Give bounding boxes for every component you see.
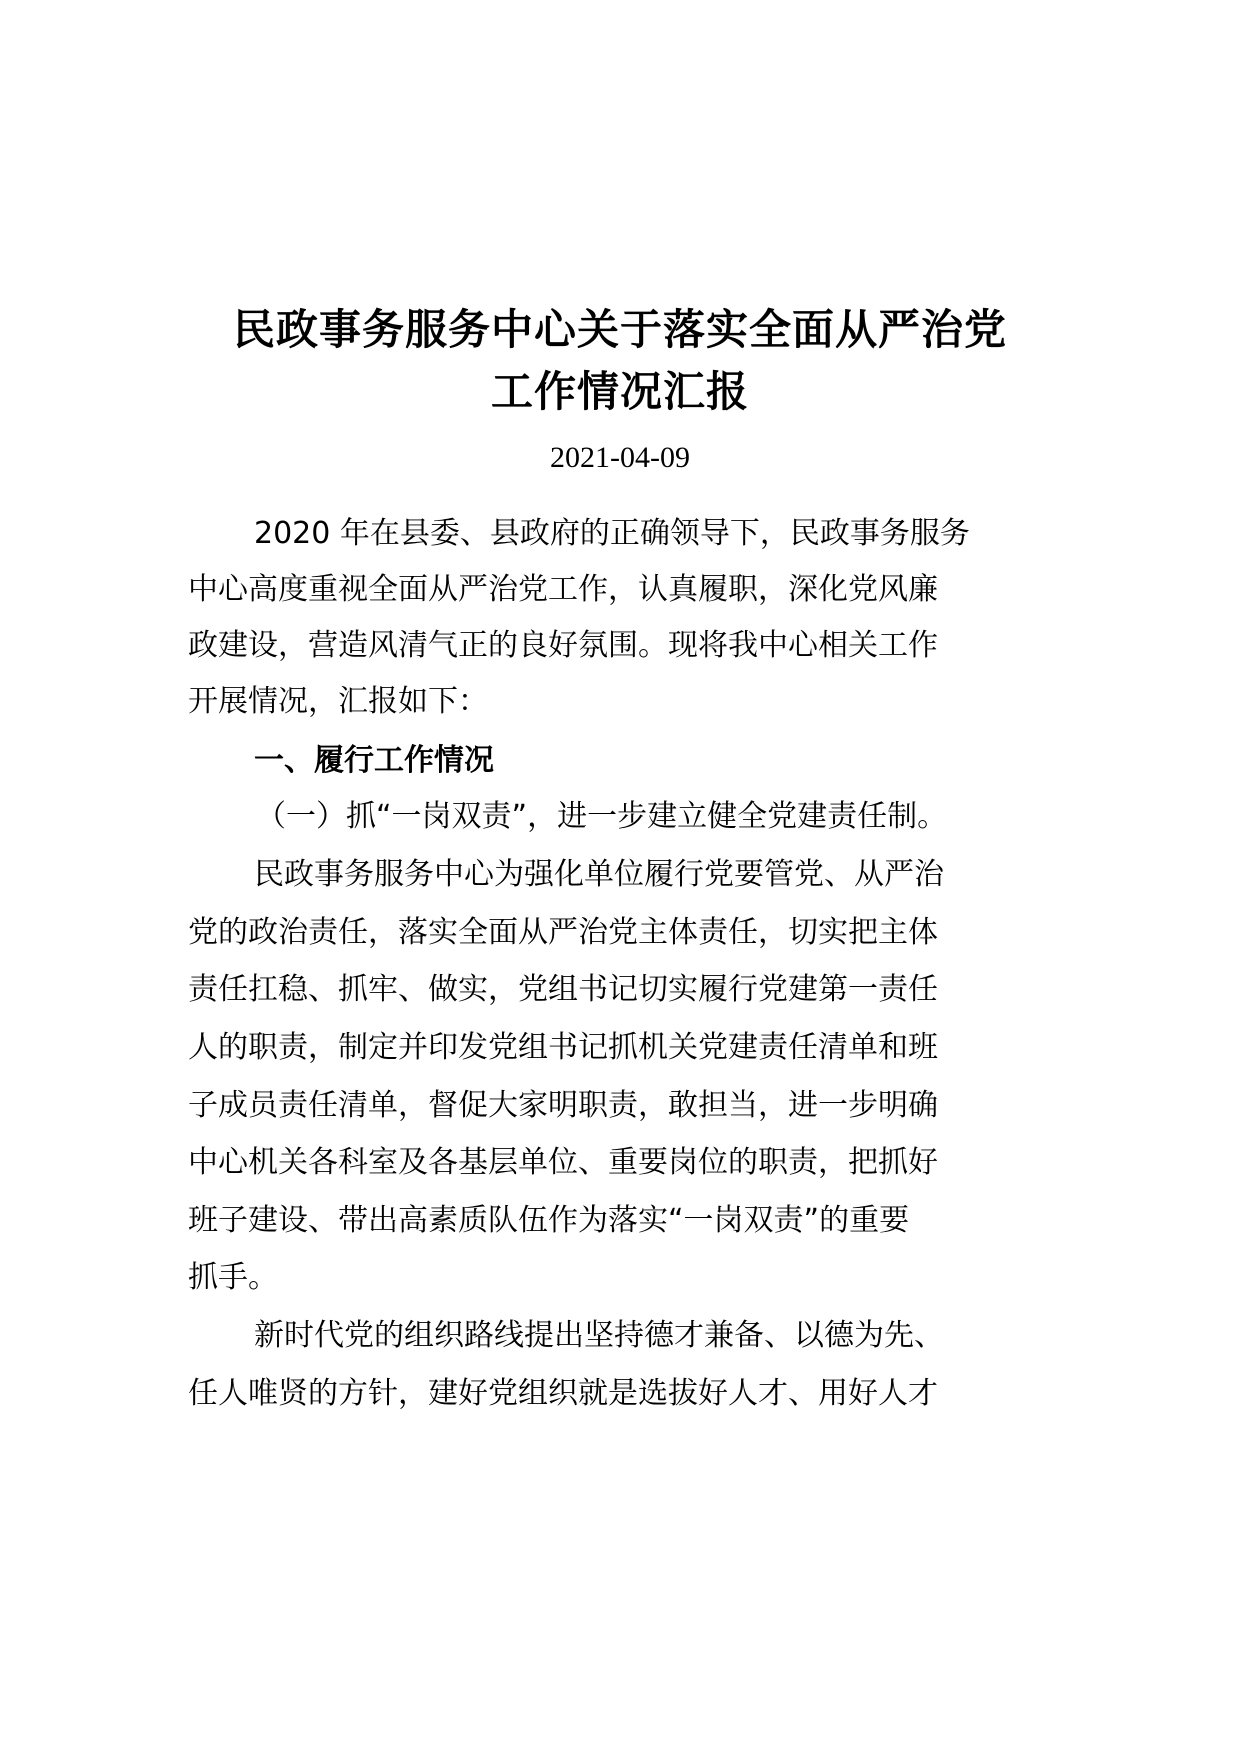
paragraph-line: 开展情况，汇报如下： <box>188 684 488 719</box>
paragraph-line: 党的政治责任，落实全面从严治党主体责任，切实把主体 <box>188 915 938 950</box>
subsection-heading: （一）抓“一岗双责”，进一步建立健全党建责任制。 <box>256 799 948 834</box>
document-title-line-2: 工作情况汇报 <box>490 367 749 416</box>
paragraph-line: 民政事务服务中心为强化单位履行党要管党、从严治 <box>254 857 944 892</box>
document-title-line-1: 民政事务服务中心关于落实全面从严治党 <box>232 305 1007 354</box>
paragraph-line: 班子建设、带出高素质队伍作为落实“一岗双责”的重要 <box>188 1203 910 1238</box>
section-heading: 一、履行工作情况 <box>254 743 494 778</box>
paragraph-line: 政建设，营造风清气正的良好氛围。现将我中心相关工作 <box>188 628 938 663</box>
paragraph-line: 中心机关各科室及各基层单位、重要岗位的职责，把抓好 <box>188 1145 938 1180</box>
paragraph-line: 中心高度重视全面从严治党工作，认真履职，深化党风廉 <box>188 572 938 607</box>
document-date: 2021-04-09 <box>550 441 690 474</box>
paragraph-line: 任人唯贤的方针，建好党组织就是选拔好人才、用好人才 <box>188 1376 938 1411</box>
paragraph-line: 新时代党的组织路线提出坚持德才兼备、以德为先、 <box>254 1318 944 1353</box>
paragraph-line: 抓手。 <box>188 1260 278 1295</box>
paragraph-line: 2020 年在县委、县政府的正确领导下，民政事务服务 <box>254 516 970 551</box>
paragraph-line: 子成员责任清单，督促大家明职责，敢担当，进一步明确 <box>188 1088 938 1123</box>
paragraph-line: 责任扛稳、抓牢、做实，党组书记切实履行党建第一责任 <box>188 972 938 1007</box>
paragraph-line: 人的职责，制定并印发党组书记抓机关党建责任清单和班 <box>188 1030 938 1065</box>
